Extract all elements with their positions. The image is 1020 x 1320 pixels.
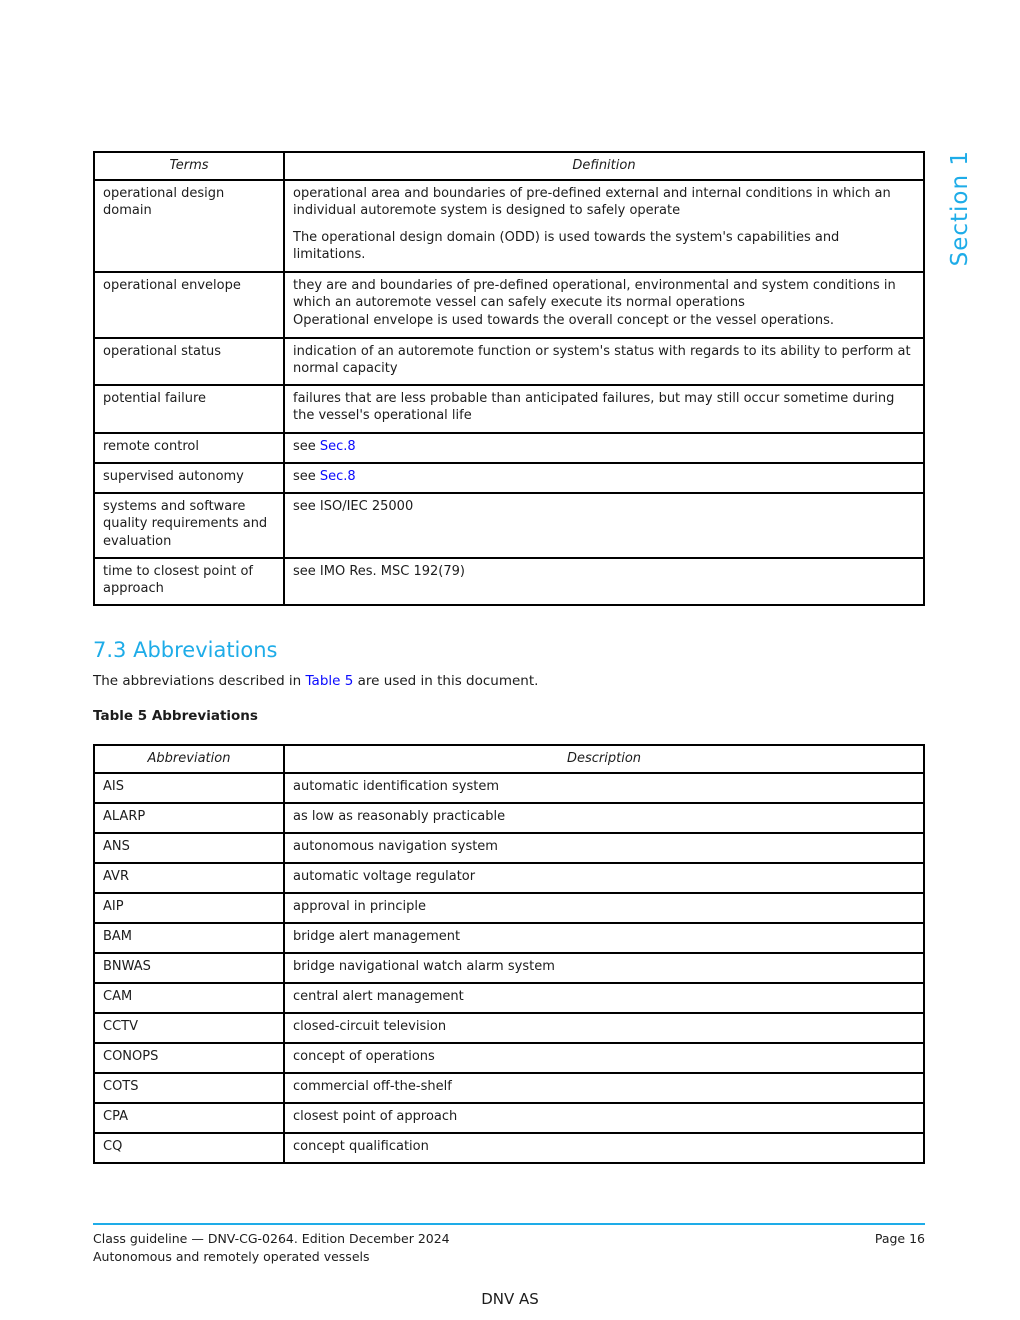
description-column-header: Description <box>284 745 924 773</box>
description-cell: approval in principle <box>284 893 924 923</box>
abbreviations-table <box>93 744 925 1164</box>
description-cell: concept of operations <box>284 1043 924 1073</box>
definition-cell <box>284 385 924 433</box>
definition-cell <box>284 558 924 605</box>
abbreviation-cell: CQ <box>94 1133 284 1163</box>
description-cell: bridge navigational watch alarm system <box>284 953 924 983</box>
definition-cell <box>284 433 924 463</box>
definition-cell <box>284 493 924 558</box>
table-row <box>94 1133 924 1163</box>
inline-link[interactable]: Sec.8 <box>319 438 356 454</box>
footer-doc-info: Class guideline — DNV-CG-0264. Edition December 2024 <box>93 1231 450 1246</box>
abbreviation-cell: CONOPS <box>94 1043 284 1073</box>
table-row <box>94 863 924 893</box>
text-segment: see <box>293 438 320 454</box>
abbreviation-cell: BAM <box>94 923 284 953</box>
description-cell: autonomous navigation system <box>284 833 924 863</box>
definition-paragraph <box>293 343 915 378</box>
abbreviation-column-header: Abbreviation <box>94 745 284 773</box>
term-cell: operational design domain <box>94 180 284 272</box>
abbreviation-cell: ALARP <box>94 803 284 833</box>
abbreviation-cell: AVR <box>94 863 284 893</box>
table-row <box>94 1043 924 1073</box>
text-segment: The operational design domain (ODD) is used towards the system's capabilities and limitations. <box>293 229 840 263</box>
inline-link[interactable]: Sec.8 <box>319 468 356 484</box>
description-cell: concept qualification <box>284 1133 924 1163</box>
table-row <box>94 923 924 953</box>
table-row <box>94 558 924 605</box>
terms-column-header: Terms <box>94 152 284 180</box>
table-row <box>94 272 924 338</box>
abbreviation-cell: CPA <box>94 1103 284 1133</box>
text-segment: The abbreviations described in <box>93 673 306 689</box>
abbreviations-heading: 7.3 Abbreviations <box>93 638 278 662</box>
table-header-row <box>94 745 924 773</box>
abbreviations-intro-paragraph <box>93 673 925 689</box>
footer-line1 <box>93 1231 925 1246</box>
abbreviation-cell: CAM <box>94 983 284 1013</box>
table-row <box>94 493 924 558</box>
definition-cell <box>284 180 924 272</box>
table-row <box>94 463 924 493</box>
text-segment: failures that are less probable than anticipated failures, but may still occur sometime during the vessel's operational life <box>293 390 895 424</box>
definition-paragraph <box>293 277 915 330</box>
footer-subtitle: Autonomous and remotely operated vessels <box>93 1249 370 1264</box>
term-cell: operational envelope <box>94 272 284 338</box>
definition-paragraph <box>293 390 915 425</box>
definition-paragraph <box>293 498 915 516</box>
definition-paragraph <box>293 438 915 456</box>
text-segment: Operational envelope is used towards the overall concept or the vessel operations. <box>293 312 835 328</box>
term-cell: systems and software quality requirements and evaluation <box>94 493 284 558</box>
text-segment: are used in this document. <box>353 673 539 689</box>
table-row <box>94 180 924 272</box>
description-cell: bridge alert management <box>284 923 924 953</box>
definition-paragraph <box>293 185 915 220</box>
text-segment: see ISO/IEC 25000 <box>293 498 414 514</box>
term-cell: remote control <box>94 433 284 463</box>
description-cell: central alert management <box>284 983 924 1013</box>
section-label: Section 1 <box>947 150 973 267</box>
definition-cell <box>284 272 924 338</box>
inline-link[interactable]: Table 5 <box>305 673 354 689</box>
table5-caption: Table 5 Abbreviations <box>93 708 258 724</box>
text-segment: they are and boundaries of pre-defined operational, environmental and system conditions in which an autoremote vessel can safely execute its normal operations <box>293 277 896 311</box>
definition-cell <box>284 463 924 493</box>
definition-paragraph <box>293 563 915 581</box>
terms-table-container <box>93 151 925 606</box>
text-segment: see IMO Res. MSC 192(79) <box>293 563 465 579</box>
table-row <box>94 833 924 863</box>
table-row <box>94 433 924 463</box>
term-cell: potential failure <box>94 385 284 433</box>
table-row <box>94 773 924 803</box>
table-row <box>94 338 924 385</box>
definition-column-header: Definition <box>284 152 924 180</box>
definition-paragraph <box>293 229 915 264</box>
abbreviation-cell: CCTV <box>94 1013 284 1043</box>
footer-page-number: Page 16 <box>874 1231 925 1246</box>
description-cell: automatic voltage regulator <box>284 863 924 893</box>
text-segment: see <box>293 468 320 484</box>
definition-paragraph <box>293 468 915 486</box>
text-segment: indication of an autoremote function or system's status with regards to its ability to perform at normal capacity <box>293 343 911 377</box>
table-row <box>94 803 924 833</box>
table-row <box>94 385 924 433</box>
term-cell: operational status <box>94 338 284 385</box>
abbreviation-cell: AIP <box>94 893 284 923</box>
abbreviation-cell: AIS <box>94 773 284 803</box>
table-row <box>94 1103 924 1133</box>
abbr-table-container <box>93 744 925 1164</box>
table-row <box>94 893 924 923</box>
table-row <box>94 983 924 1013</box>
abbreviation-cell: COTS <box>94 1073 284 1103</box>
terms-definition-table <box>93 151 925 606</box>
company-name: DNV AS <box>481 1290 539 1308</box>
abbreviation-cell: ANS <box>94 833 284 863</box>
footer-divider <box>93 1223 925 1225</box>
definition-cell <box>284 338 924 385</box>
table-row <box>94 953 924 983</box>
text-segment: operational area and boundaries of pre-defined external and internal conditions in which an individual autoremote system is designed to safely operate <box>293 185 891 219</box>
description-cell: closed-circuit television <box>284 1013 924 1043</box>
term-cell: time to closest point of approach <box>94 558 284 605</box>
term-cell: supervised autonomy <box>94 463 284 493</box>
table-row <box>94 1073 924 1103</box>
description-cell: automatic identification system <box>284 773 924 803</box>
description-cell: commercial off-the-shelf <box>284 1073 924 1103</box>
abbreviation-cell: BNWAS <box>94 953 284 983</box>
description-cell: closest point of approach <box>284 1103 924 1133</box>
table-header-row <box>94 152 924 180</box>
table-row <box>94 1013 924 1043</box>
description-cell: as low as reasonably practicable <box>284 803 924 833</box>
